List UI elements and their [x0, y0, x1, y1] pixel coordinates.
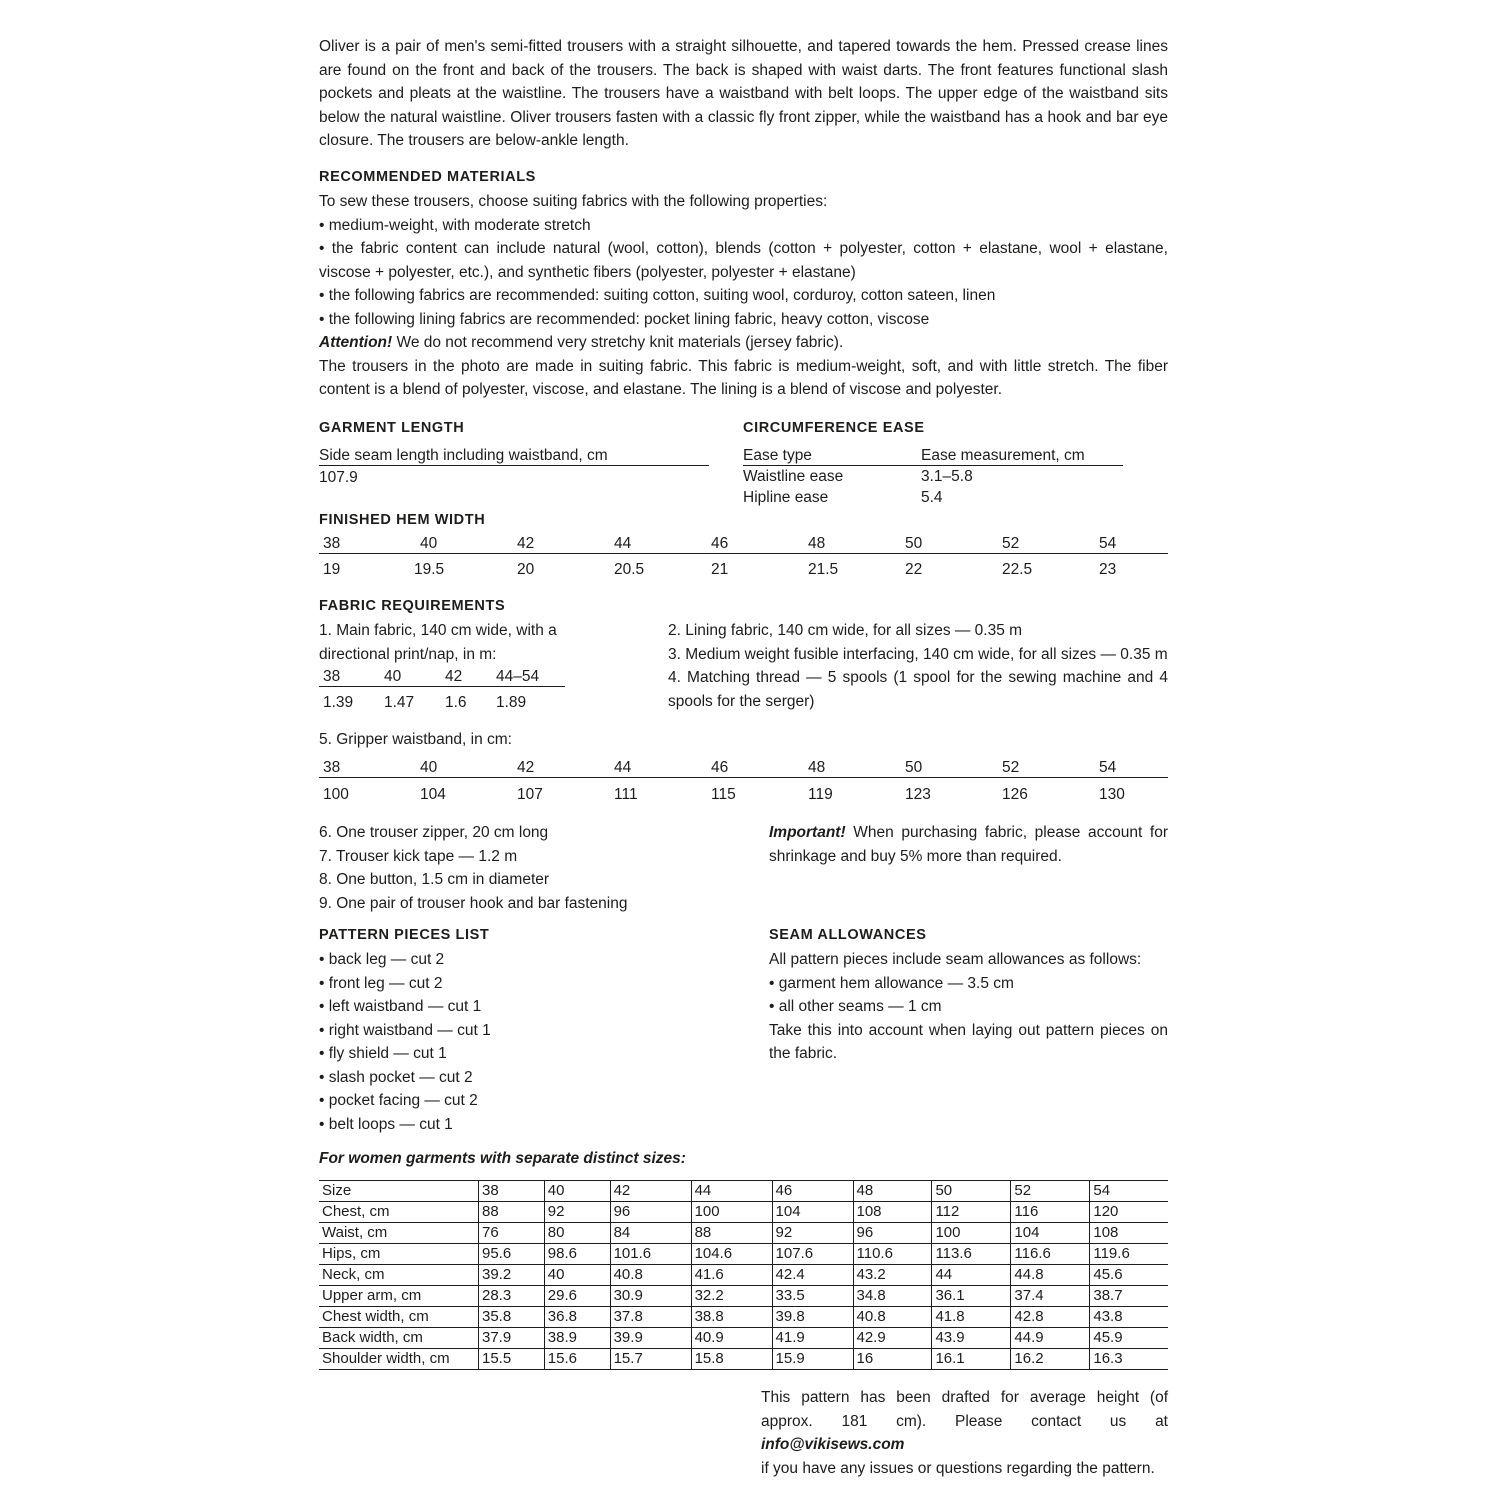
hem-width-heading: FINISHED HEM WIDTH	[319, 512, 486, 528]
table-cell: 16	[853, 1349, 932, 1370]
gripper-value-row	[323, 783, 1159, 807]
materials-lead: To sew these trousers, choose suiting fabrics with the following properties:	[319, 193, 828, 210]
size-cell: 48	[808, 535, 826, 552]
table-cell: 37.9	[479, 1328, 545, 1349]
table-cell: 30.9	[610, 1286, 691, 1307]
table-cell: 108	[853, 1202, 932, 1223]
size-cell: 42	[445, 668, 463, 685]
table-cell: 40.8	[610, 1265, 691, 1286]
table-cell: 45.9	[1090, 1328, 1168, 1349]
ease-value: 3.1–5.8	[921, 468, 973, 485]
row-label-cell: Shoulder width, cm	[319, 1349, 479, 1370]
fabric-item-9: 9. One pair of trouser hook and bar fastening	[319, 895, 628, 912]
table-cell: 104	[772, 1202, 853, 1223]
important-note	[769, 821, 1168, 868]
pieces-list	[319, 948, 491, 1136]
table-cell: 38	[479, 1181, 545, 1202]
table-cell: 76	[479, 1223, 545, 1244]
table-cell: 110.6	[853, 1244, 932, 1265]
seams-note: Take this into account when laying out pattern pieces on the fabric.	[769, 1021, 1168, 1062]
value-cell: 19	[323, 561, 341, 578]
fabric-item-6: 6. One trouser zipper, 20 cm long	[319, 824, 549, 841]
table-cell: 101.6	[610, 1244, 691, 1265]
divider	[319, 777, 1168, 778]
table-cell: 40	[544, 1265, 610, 1286]
list-item: • left waistband — cut 1	[319, 998, 482, 1015]
ease-heading: CIRCUMFERENCE EASE	[743, 420, 925, 436]
fabric-item-4: 4. Matching thread — 5 spools (1 spool for the sewing machine and 4 spools for the serger)	[668, 669, 1168, 710]
size-cell: 52	[1002, 759, 1020, 776]
table-cell: 36.1	[932, 1286, 1011, 1307]
value-cell: 119	[808, 786, 833, 803]
table-cell: 40.9	[691, 1328, 772, 1349]
table-cell: 39.9	[610, 1328, 691, 1349]
table-cell: 50	[932, 1181, 1011, 1202]
table-cell: 39.8	[772, 1307, 853, 1328]
row-label-cell: Chest width, cm	[319, 1307, 479, 1328]
value-cell: 22.5	[1002, 561, 1033, 578]
ease-col-measure: Ease measurement, cm	[921, 447, 1085, 464]
materials-section	[319, 190, 1168, 402]
seams-section	[769, 948, 1168, 1066]
table-cell: 107.6	[772, 1244, 853, 1265]
table-cell: 46	[772, 1181, 853, 1202]
table-cell: 48	[853, 1181, 932, 1202]
row-label-cell: Back width, cm	[319, 1328, 479, 1349]
size-cell: 50	[905, 759, 923, 776]
hem-value-row	[323, 558, 1159, 582]
list-item: • slash pocket — cut 2	[319, 1068, 473, 1086]
value-cell: 104	[420, 786, 446, 803]
fabric-heading: FABRIC REQUIREMENTS	[319, 598, 506, 614]
size-cell: 42	[517, 535, 535, 552]
table-cell: 92	[772, 1223, 853, 1244]
table-row	[319, 1328, 1168, 1349]
materials-bullet: • the following lining fabrics are recommended: pocket lining fabric, heavy cotton, viscose	[319, 310, 930, 328]
list-item: • right waistband — cut 1	[319, 1021, 491, 1039]
table-cell: 108	[1090, 1223, 1168, 1244]
size-cell: 40	[420, 535, 438, 552]
row-label-cell: Neck, cm	[319, 1265, 479, 1286]
table-cell: 116.6	[1011, 1244, 1090, 1265]
table-cell: 44	[691, 1181, 772, 1202]
list-item: • pocket facing — cut 2	[319, 1092, 478, 1109]
table-cell: 42	[610, 1181, 691, 1202]
table-cell: 43.8	[1090, 1307, 1168, 1328]
table-cell: 44.9	[1011, 1328, 1090, 1349]
materials-bullet: • the following fabrics are recommended: suiting cotton, suiting wool, corduroy, cotton sateen, linen	[319, 287, 996, 304]
table-cell: 35.8	[479, 1307, 545, 1328]
women-heading: For women garments with separate distinct sizes:	[319, 1150, 686, 1167]
table-cell: 41.9	[772, 1328, 853, 1349]
row-label-cell: Upper arm, cm	[319, 1286, 479, 1307]
table-cell: 44.8	[1011, 1265, 1090, 1286]
table-cell: 41.8	[932, 1307, 1011, 1328]
table-cell: 92	[544, 1202, 610, 1223]
table-row	[319, 1244, 1168, 1265]
value-cell: 126	[1002, 786, 1028, 803]
size-cell: 38	[323, 759, 341, 776]
list-item: • back leg — cut 2	[319, 951, 445, 968]
list-item: • all other seams — 1 cm	[769, 998, 942, 1015]
table-row	[319, 1202, 1168, 1223]
table-cell: 100	[932, 1223, 1011, 1244]
value-cell: 1.89	[496, 694, 527, 711]
value-cell: 111	[614, 786, 638, 803]
fabric-item-8: 8. One button, 1.5 cm in diameter	[319, 871, 550, 888]
list-item: • belt loops — cut 1	[319, 1115, 453, 1133]
table-cell: 16.3	[1090, 1349, 1168, 1370]
row-label-cell: Size	[319, 1181, 479, 1202]
table-cell: 42.8	[1011, 1307, 1090, 1328]
table-cell: 38.9	[544, 1328, 610, 1349]
size-cell: 44	[614, 759, 632, 776]
table-cell: 38.7	[1090, 1286, 1168, 1307]
ease-type: Hipline ease	[743, 489, 829, 506]
table-cell: 100	[691, 1202, 772, 1223]
table-cell: 29.6	[544, 1286, 610, 1307]
table-cell: 15.9	[772, 1349, 853, 1370]
value-cell: 130	[1099, 786, 1125, 803]
value-cell: 1.6	[445, 694, 467, 711]
table-cell: 15.6	[544, 1349, 610, 1370]
size-cell: 54	[1099, 759, 1117, 776]
table-cell: 42.4	[772, 1265, 853, 1286]
table-cell: 116	[1011, 1202, 1090, 1223]
table-cell: 52	[1011, 1181, 1090, 1202]
table-cell: 44	[932, 1265, 1011, 1286]
fabric-item-3: 3. Medium weight fusible interfacing, 140 cm wide, for all sizes — 0.35 m	[668, 646, 1168, 663]
table-row	[319, 1286, 1168, 1307]
table-cell: 80	[544, 1223, 610, 1244]
main-fabric-value-row	[323, 691, 556, 715]
size-cell: 44–54	[496, 668, 540, 685]
main-fabric-line: 1. Main fabric, 140 cm wide, with a	[319, 622, 557, 639]
table-cell: 96	[610, 1202, 691, 1223]
attention-note	[319, 331, 1168, 355]
size-cell: 46	[711, 535, 729, 552]
table-cell: 37.8	[610, 1307, 691, 1328]
size-cell: 40	[384, 668, 402, 685]
table-cell: 40	[544, 1181, 610, 1202]
hem-size-row	[323, 532, 1159, 556]
table-row	[319, 1349, 1168, 1370]
value-cell: 20	[517, 561, 535, 578]
size-table	[319, 1180, 1168, 1370]
table-cell: 37.4	[1011, 1286, 1090, 1307]
table-cell: 98.6	[544, 1244, 610, 1265]
table-cell: 112	[932, 1202, 1011, 1223]
intro-paragraph: Oliver is a pair of men's semi-fitted trousers with a straight silhouette, and tapered towards the hem. Pressed crease lines are found on the front and back of the trousers. The back is shaped with waist darts. The front features functional slash pockets and pleats at the waistline. The trousers have a waistband with belt loops. The upper edge of the waistband sits below the natural waistline. Oliver trousers fasten with a classic fly front zipper, while the waistband has a hook and bar eye closure. The trousers are below-ankle length.	[319, 38, 1168, 149]
materials-bullet: • the fabric content can include natural (wool, cotton), blends (cotton + polyester, cotton + elastane, wool + elastane, viscose + polyester, etc.), and synthetic fibers (polyester, polyester + elastane)	[319, 240, 1168, 281]
table-cell: 15.8	[691, 1349, 772, 1370]
table-cell: 15.7	[610, 1349, 691, 1370]
table-cell: 40.8	[853, 1307, 932, 1328]
footer-text: This pattern has been drafted for average height (of approx. 181 cm). Please contact us at	[761, 1389, 1168, 1430]
value-cell: 21	[711, 561, 729, 578]
main-fabric-line: directional print/nap, in m:	[319, 646, 497, 663]
list-item: • front leg — cut 2	[319, 974, 443, 992]
garment-length-heading: GARMENT LENGTH	[319, 420, 465, 436]
row-label-cell: Hips, cm	[319, 1244, 479, 1265]
ease-value: 5.4	[921, 489, 943, 506]
table-row	[319, 1181, 1168, 1202]
table-cell: 43.9	[932, 1328, 1011, 1349]
divider	[319, 686, 565, 687]
divider	[319, 553, 1168, 554]
divider	[319, 465, 709, 466]
materials-heading: RECOMMENDED MATERIALS	[319, 169, 536, 185]
value-cell: 107	[517, 786, 543, 803]
seams-lead: All pattern pieces include seam allowances as follows:	[769, 951, 1142, 968]
table-cell: 36.8	[544, 1307, 610, 1328]
gripper-size-row	[323, 756, 1159, 780]
size-cell: 54	[1099, 535, 1117, 552]
row-label-cell: Chest, cm	[319, 1202, 479, 1223]
gripper-label: 5. Gripper waistband, in cm:	[319, 731, 512, 748]
table-cell: 104	[1011, 1223, 1090, 1244]
table-row	[319, 1307, 1168, 1328]
value-cell: 123	[905, 786, 931, 803]
table-cell: 88	[479, 1202, 545, 1223]
table-cell: 15.5	[479, 1349, 545, 1370]
size-cell: 38	[323, 535, 341, 552]
row-label-cell: Waist, cm	[319, 1223, 479, 1244]
ease-col-type: Ease type	[743, 447, 812, 464]
main-fabric-size-row	[323, 665, 556, 689]
photo-note: The trousers in the photo are made in suiting fabric. This fabric is medium-weight, soft, and with little stretch. The fiber content is a blend of polyester, viscose, and elastane. The lining is a blend of viscose and polyester.	[319, 357, 1168, 398]
value-cell: 21.5	[808, 561, 839, 578]
fabric-item-2: 2. Lining fabric, 140 cm wide, for all sizes — 0.35 m	[668, 622, 1023, 639]
garment-length-value: 107.9	[319, 469, 358, 486]
contact-email-link[interactable]: info@vikisews.com	[761, 1436, 905, 1453]
table-cell: 42.9	[853, 1328, 932, 1349]
table-cell: 38.8	[691, 1307, 772, 1328]
table-cell: 41.6	[691, 1265, 772, 1286]
value-cell: 23	[1099, 561, 1117, 578]
table-cell: 84	[610, 1223, 691, 1244]
garment-length-label: Side seam length including waistband, cm	[319, 447, 608, 464]
value-cell: 1.47	[384, 694, 415, 711]
table-cell: 32.2	[691, 1286, 772, 1307]
footer-text: if you have any issues or questions regarding the pattern.	[761, 1459, 1155, 1477]
table-cell: 43.2	[853, 1265, 932, 1286]
list-item: • fly shield — cut 1	[319, 1045, 447, 1062]
size-cell: 42	[517, 759, 535, 776]
table-cell: 45.6	[1090, 1265, 1168, 1286]
table-cell: 54	[1090, 1181, 1168, 1202]
value-cell: 19.5	[414, 561, 445, 578]
table-cell: 120	[1090, 1202, 1168, 1223]
size-cell: 50	[905, 535, 923, 552]
table-row	[319, 1223, 1168, 1244]
list-item: • garment hem allowance — 3.5 cm	[769, 974, 1014, 992]
ease-type: Waistline ease	[743, 468, 844, 485]
seams-heading: SEAM ALLOWANCES	[769, 927, 927, 943]
table-row	[319, 1265, 1168, 1286]
attention-label: Attention!	[319, 334, 393, 351]
table-cell: 88	[691, 1223, 772, 1244]
fabric-item-7: 7. Trouser kick tape — 1.2 m	[319, 848, 518, 865]
table-cell: 96	[853, 1223, 932, 1244]
size-cell: 48	[808, 759, 826, 776]
table-cell: 16.1	[932, 1349, 1011, 1370]
footer-note	[761, 1386, 1168, 1480]
table-cell: 119.6	[1090, 1244, 1168, 1265]
important-label: Important!	[769, 824, 846, 841]
table-cell: 104.6	[691, 1244, 772, 1265]
value-cell: 20.5	[614, 561, 645, 578]
attention-text: We do not recommend very stretchy knit materials (jersey fabric).	[392, 334, 844, 351]
materials-bullet: • medium-weight, with moderate stretch	[319, 216, 591, 234]
pieces-heading: PATTERN PIECES LIST	[319, 927, 490, 943]
table-cell: 28.3	[479, 1286, 545, 1307]
table-cell: 113.6	[932, 1244, 1011, 1265]
table-cell: 39.2	[479, 1265, 545, 1286]
size-cell: 46	[711, 759, 729, 776]
table-cell: 95.6	[479, 1244, 545, 1265]
size-cell: 38	[323, 668, 341, 685]
table-cell: 33.5	[772, 1286, 853, 1307]
table-cell: 34.8	[853, 1286, 932, 1307]
value-cell: 100	[323, 786, 349, 803]
value-cell: 1.39	[323, 694, 354, 711]
size-cell: 44	[614, 535, 632, 552]
important-text: When purchasing fabric, please account for shrinkage and buy 5% more than required.	[769, 824, 1168, 865]
size-cell: 40	[420, 759, 438, 776]
value-cell: 115	[711, 786, 736, 803]
value-cell: 22	[905, 561, 923, 578]
table-cell: 16.2	[1011, 1349, 1090, 1370]
size-cell: 52	[1002, 535, 1020, 552]
